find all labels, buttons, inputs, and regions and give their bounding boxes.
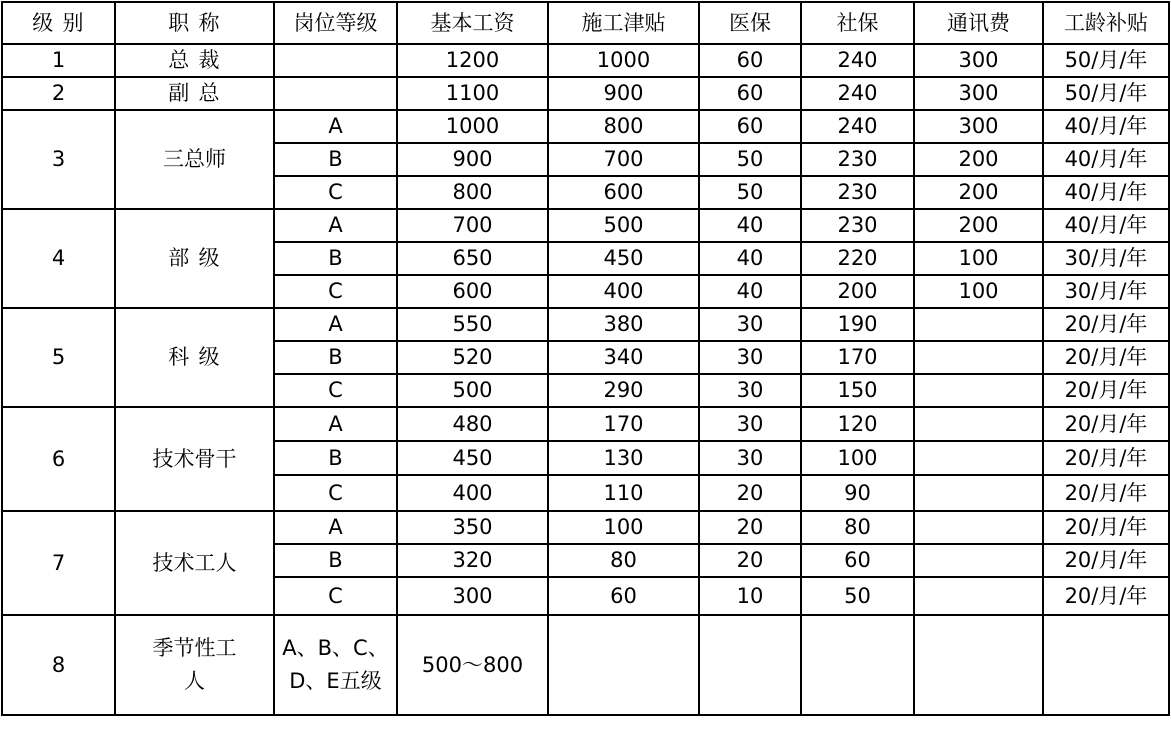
seniority-allowance-cell: 20/月/年 — [1043, 544, 1169, 577]
table-row — [2, 110, 1169, 143]
grade-cell: A — [274, 209, 397, 242]
communication-fee-cell — [914, 475, 1043, 511]
seniority-allowance-cell: 20/月/年 — [1043, 341, 1169, 374]
grade-cell — [274, 77, 397, 110]
medical-insurance-cell: 30 — [699, 407, 801, 441]
social-insurance-cell: 90 — [801, 475, 914, 511]
social-insurance-cell: 230 — [801, 209, 914, 242]
base-salary-cell: 520 — [397, 341, 548, 374]
seniority-allowance-cell: 20/月/年 — [1043, 374, 1169, 407]
construction-allowance-cell: 450 — [548, 242, 699, 275]
base-salary-cell: 450 — [397, 441, 548, 475]
social-insurance-cell: 240 — [801, 44, 914, 77]
social-insurance-cell — [801, 615, 914, 715]
level-cell: 3 — [2, 110, 115, 209]
medical-insurance-cell: 40 — [699, 275, 801, 308]
seniority-allowance-cell: 50/月/年 — [1043, 44, 1169, 77]
level-cell: 4 — [2, 209, 115, 308]
base-salary-cell: 300 — [397, 577, 548, 615]
level-cell: 1 — [2, 44, 115, 77]
social-insurance-cell: 220 — [801, 242, 914, 275]
communication-fee-cell — [914, 544, 1043, 577]
construction-allowance-cell — [548, 615, 699, 715]
level-cell: 7 — [2, 511, 115, 615]
header-row — [2, 2, 1169, 44]
grade-cell: A — [274, 308, 397, 341]
seniority-allowance-cell: 30/月/年 — [1043, 275, 1169, 308]
medical-insurance-cell: 30 — [699, 441, 801, 475]
title-cell: 三总师 — [115, 110, 274, 209]
header-base-salary: 基本工资 — [397, 2, 548, 44]
construction-allowance-cell: 290 — [548, 374, 699, 407]
seniority-allowance-cell: 20/月/年 — [1043, 511, 1169, 544]
grade-cell: B — [274, 544, 397, 577]
table-row — [2, 77, 1169, 110]
medical-insurance-cell: 40 — [699, 209, 801, 242]
base-salary-cell: 1000 — [397, 110, 548, 143]
base-salary-cell: 1100 — [397, 77, 548, 110]
communication-fee-cell: 300 — [914, 110, 1043, 143]
construction-allowance-cell: 700 — [548, 143, 699, 176]
seniority-allowance-cell: 20/月/年 — [1043, 441, 1169, 475]
grade-cell: A — [274, 511, 397, 544]
medical-insurance-cell: 60 — [699, 44, 801, 77]
grade-cell — [274, 44, 397, 77]
title-cell — [115, 615, 274, 715]
level-cell: 5 — [2, 308, 115, 407]
table-row — [2, 209, 1169, 242]
communication-fee-cell: 300 — [914, 44, 1043, 77]
base-salary-cell: 600 — [397, 275, 548, 308]
communication-fee-cell: 200 — [914, 143, 1043, 176]
social-insurance-cell: 150 — [801, 374, 914, 407]
medical-insurance-cell: 30 — [699, 374, 801, 407]
grade-cell: B — [274, 441, 397, 475]
construction-allowance-cell: 1000 — [548, 44, 699, 77]
seniority-allowance-cell: 40/月/年 — [1043, 110, 1169, 143]
medical-insurance-cell: 50 — [699, 143, 801, 176]
grade-cell: C — [274, 176, 397, 209]
header-title: 职 称 — [115, 2, 274, 44]
medical-insurance-cell: 30 — [699, 341, 801, 374]
table-row — [2, 615, 1169, 715]
medical-insurance-cell: 60 — [699, 110, 801, 143]
construction-allowance-cell: 80 — [548, 544, 699, 577]
base-salary-cell: 500 — [397, 374, 548, 407]
social-insurance-cell: 230 — [801, 143, 914, 176]
grade-cell: C — [274, 577, 397, 615]
seniority-allowance-cell: 40/月/年 — [1043, 143, 1169, 176]
communication-fee-cell: 300 — [914, 77, 1043, 110]
base-salary-cell: 480 — [397, 407, 548, 441]
medical-insurance-cell: 60 — [699, 77, 801, 110]
base-salary-cell: 650 — [397, 242, 548, 275]
title-cell: 技术工人 — [115, 511, 274, 615]
grade-cell: C — [274, 475, 397, 511]
base-salary-cell: 700 — [397, 209, 548, 242]
level-cell: 6 — [2, 407, 115, 511]
construction-allowance-cell: 600 — [548, 176, 699, 209]
construction-allowance-cell: 380 — [548, 308, 699, 341]
construction-allowance-cell: 110 — [548, 475, 699, 511]
header-construction-allowance: 施工津贴 — [548, 2, 699, 44]
seniority-allowance-cell: 30/月/年 — [1043, 242, 1169, 275]
construction-allowance-cell: 400 — [548, 275, 699, 308]
header-grade: 岗位等级 — [274, 2, 397, 44]
base-salary-cell: 800 — [397, 176, 548, 209]
seniority-allowance-cell: 40/月/年 — [1043, 209, 1169, 242]
communication-fee-cell — [914, 615, 1043, 715]
communication-fee-cell — [914, 577, 1043, 615]
seniority-allowance-cell — [1043, 615, 1169, 715]
base-salary-cell: 900 — [397, 143, 548, 176]
grade-cell: C — [274, 275, 397, 308]
construction-allowance-cell: 60 — [548, 577, 699, 615]
communication-fee-cell — [914, 374, 1043, 407]
construction-allowance-cell: 800 — [548, 110, 699, 143]
table-row — [2, 44, 1169, 77]
grade-cell: A — [274, 407, 397, 441]
communication-fee-cell — [914, 407, 1043, 441]
seniority-allowance-cell: 50/月/年 — [1043, 77, 1169, 110]
construction-allowance-cell: 100 — [548, 511, 699, 544]
medical-insurance-cell: 20 — [699, 511, 801, 544]
seniority-allowance-cell: 20/月/年 — [1043, 308, 1169, 341]
social-insurance-cell: 190 — [801, 308, 914, 341]
social-insurance-cell: 170 — [801, 341, 914, 374]
title-cell: 副 总 — [115, 77, 274, 110]
base-salary-cell: 350 — [397, 511, 548, 544]
medical-insurance-cell: 30 — [699, 308, 801, 341]
salary-table — [1, 1, 1170, 716]
social-insurance-cell: 50 — [801, 577, 914, 615]
title-cell: 技术骨干 — [115, 407, 274, 511]
header-seniority-allowance: 工龄补贴 — [1043, 2, 1169, 44]
title-cell: 部 级 — [115, 209, 274, 308]
construction-allowance-cell: 500 — [548, 209, 699, 242]
construction-allowance-cell: 130 — [548, 441, 699, 475]
seniority-allowance-cell: 20/月/年 — [1043, 475, 1169, 511]
base-salary-cell: 400 — [397, 475, 548, 511]
communication-fee-cell: 200 — [914, 176, 1043, 209]
grade-cell: B — [274, 341, 397, 374]
grade-text: A、B、C、D、E五级 — [282, 636, 389, 693]
grade-cell — [274, 615, 397, 715]
level-cell: 2 — [2, 77, 115, 110]
social-insurance-cell: 230 — [801, 176, 914, 209]
level-cell: 8 — [2, 615, 115, 715]
social-insurance-cell: 240 — [801, 77, 914, 110]
social-insurance-cell: 80 — [801, 511, 914, 544]
communication-fee-cell — [914, 511, 1043, 544]
base-salary-cell: 500～800 — [397, 615, 548, 715]
header-communication-fee: 通讯费 — [914, 2, 1043, 44]
header-level: 级 别 — [2, 2, 115, 44]
medical-insurance-cell: 10 — [699, 577, 801, 615]
title-text: 季节性工人 — [152, 636, 237, 693]
construction-allowance-cell: 900 — [548, 77, 699, 110]
grade-cell: B — [274, 143, 397, 176]
communication-fee-cell — [914, 441, 1043, 475]
social-insurance-cell: 200 — [801, 275, 914, 308]
communication-fee-cell: 200 — [914, 209, 1043, 242]
title-cell: 总 裁 — [115, 44, 274, 77]
base-salary-cell: 320 — [397, 544, 548, 577]
medical-insurance-cell: 40 — [699, 242, 801, 275]
table-row — [2, 407, 1169, 441]
header-social-insurance: 社保 — [801, 2, 914, 44]
medical-insurance-cell — [699, 615, 801, 715]
social-insurance-cell: 100 — [801, 441, 914, 475]
construction-allowance-cell: 340 — [548, 341, 699, 374]
base-salary-cell: 1200 — [397, 44, 548, 77]
medical-insurance-cell: 20 — [699, 475, 801, 511]
construction-allowance-cell: 170 — [548, 407, 699, 441]
seniority-allowance-cell: 20/月/年 — [1043, 407, 1169, 441]
social-insurance-cell: 60 — [801, 544, 914, 577]
social-insurance-cell: 120 — [801, 407, 914, 441]
title-cell: 科 级 — [115, 308, 274, 407]
seniority-allowance-cell: 40/月/年 — [1043, 176, 1169, 209]
base-salary-cell: 550 — [397, 308, 548, 341]
table-row — [2, 308, 1169, 341]
medical-insurance-cell: 20 — [699, 544, 801, 577]
medical-insurance-cell: 50 — [699, 176, 801, 209]
social-insurance-cell: 240 — [801, 110, 914, 143]
communication-fee-cell — [914, 308, 1043, 341]
seniority-allowance-cell: 20/月/年 — [1043, 577, 1169, 615]
table-row — [2, 511, 1169, 544]
grade-cell: A — [274, 110, 397, 143]
header-medical-insurance: 医保 — [699, 2, 801, 44]
communication-fee-cell — [914, 341, 1043, 374]
grade-cell: C — [274, 374, 397, 407]
communication-fee-cell: 100 — [914, 275, 1043, 308]
grade-cell: B — [274, 242, 397, 275]
communication-fee-cell: 100 — [914, 242, 1043, 275]
